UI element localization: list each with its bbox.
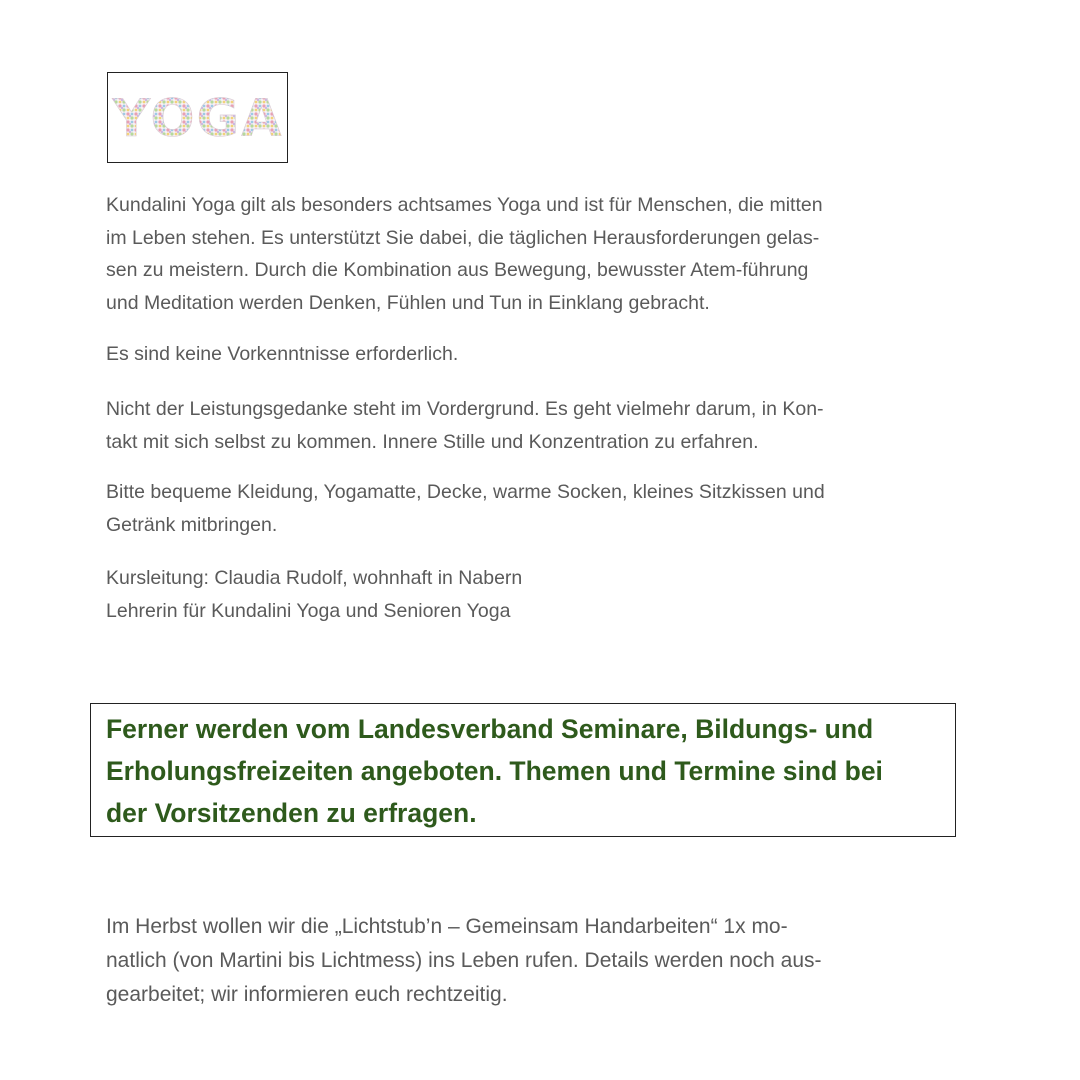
paragraph-line: und Meditation werden Denken, Fühlen und Tun in Einklang gebracht. [106,291,710,314]
paragraph-line: Es sind keine Vorkenntnisse erforderlich. [106,343,459,365]
yoga-logo-text: YOGA [112,88,283,148]
paragraph-line: Lehrerin für Kundalini Yoga und Senioren Yoga [106,599,511,622]
seminar-notice-box [90,703,956,837]
paragraph-line: Nicht der Leistungsgedanke steht im Vordergrund. Es geht vielmehr darum, in Kon- [106,398,824,420]
paragraph-line: gearbeitet; wir informieren euch rechtzeitig. [106,983,508,1006]
notice-line: der Vorsitzenden zu erfragen. [106,798,477,828]
paragraph-line: takt mit sich selbst zu kommen. Innere Stille und Konzentration zu erfahren. [106,430,759,453]
paragraph-line: Im Herbst wollen wir die „Lichtstub’n – Gemeinsam Handarbeiten“ 1x mo- [106,915,788,938]
notice-line: Erholungsfreizeiten angeboten. Themen und Termine sind bei [106,756,883,786]
focus-paragraph [106,393,941,458]
prerequisites-paragraph [106,338,941,371]
yoga-logo [107,72,288,163]
paragraph-line: Kursleitung: Claudia Rudolf, wohnhaft in Nabern [106,567,523,589]
course-leader-paragraph [106,562,941,627]
paragraph-line: Getränk mitbringen. [106,513,278,536]
notice-line: Ferner werden vom Landesverband Seminare, Bildungs- und [106,714,874,744]
paragraph-line: natlich (von Martini bis Lichtmess) ins Leben rufen. Details werden noch aus- [106,949,822,972]
yoga-logo-image [110,88,286,148]
autumn-announcement-paragraph [106,910,941,1012]
paragraph-line: Bitte bequeme Kleidung, Yogamatte, Decke, warme Socken, kleines Sitzkissen und [106,481,825,503]
intro-paragraph [106,189,941,319]
what-to-bring-paragraph [106,476,941,541]
paragraph-line: sen zu meistern. Durch die Kombination aus Bewegung, bewusster Atem-führung [106,259,809,281]
paragraph-line: Kundalini Yoga gilt als besonders achtsames Yoga und ist für Menschen, die mitten [106,194,823,216]
paragraph-line: im Leben stehen. Es unterstützt Sie dabei, die täglichen Herausforderungen gelas- [106,226,820,249]
